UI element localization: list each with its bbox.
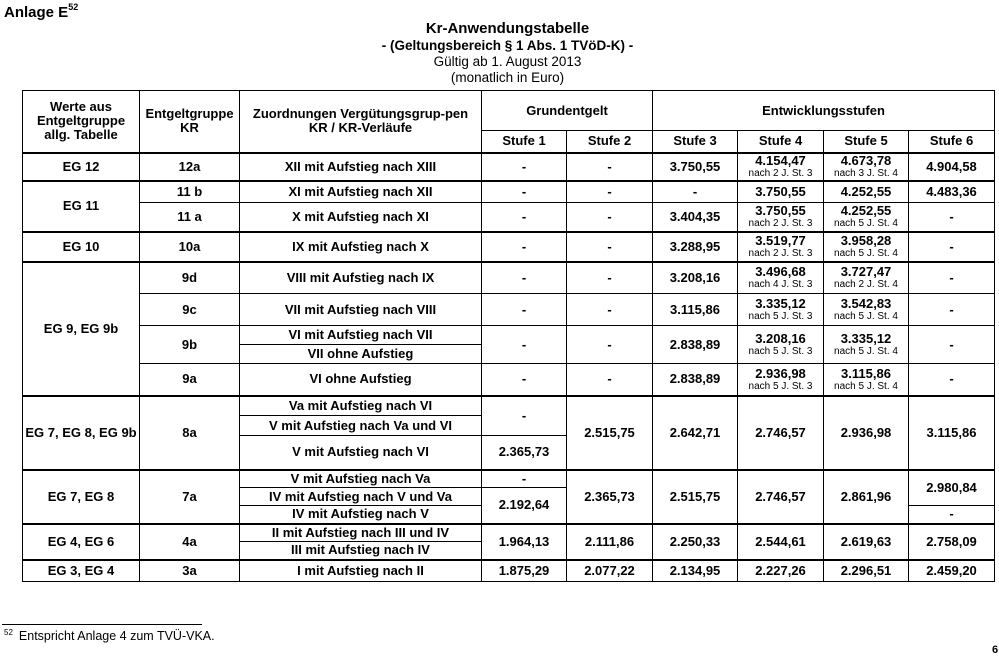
- kr-cell: 3a: [140, 560, 240, 582]
- header-eg-kr: Entgeltgruppe KR: [140, 91, 240, 153]
- zuordnung-cell: II mit Aufstieg nach III und IV: [240, 524, 482, 542]
- stufe1-cell: -: [482, 153, 567, 181]
- stufe2-cell: -: [567, 294, 653, 326]
- table-row: [23, 560, 995, 582]
- table-title: Kr-Anwendungstabelle: [425, 20, 590, 37]
- stufe6-cell: -: [909, 232, 995, 262]
- stufe5-cell: 3.115,86 nach 5 J. St. 4: [824, 364, 909, 396]
- eg-cell: EG 7, EG 8: [23, 470, 140, 524]
- zuordnung-cell: IV mit Aufstieg nach V und Va: [240, 488, 482, 506]
- stufe2-cell: 2.077,22: [567, 560, 653, 582]
- stufe5-cell: 4.252,55 nach 5 J. St. 4: [824, 203, 909, 232]
- table-row: [23, 294, 995, 326]
- zuordnung-cell: V mit Aufstieg nach Va und VI: [240, 416, 482, 436]
- stufe4-cell: 2.544,61: [738, 524, 824, 560]
- zuordnung-cell: VII mit Aufstieg nach VIII: [240, 294, 482, 326]
- table-row: [23, 524, 995, 542]
- stufe1-cell: -: [482, 396, 567, 436]
- zuordnung-cell: XII mit Aufstieg nach XIII: [240, 153, 482, 181]
- eg-cell: EG 4, EG 6: [23, 524, 140, 560]
- stufe2-cell: -: [567, 262, 653, 294]
- stufe3-cell: 2.642,71: [653, 396, 738, 470]
- stufe6-cell: 2.758,09: [909, 524, 995, 560]
- stufe2-cell: 2.365,73: [567, 470, 653, 524]
- kr-cell: 9d: [140, 262, 240, 294]
- stufe3-cell: 2.838,89: [653, 364, 738, 396]
- unit-note: (monatlich in Euro): [450, 70, 565, 85]
- zuordnung-cell: XI mit Aufstieg nach XII: [240, 181, 482, 203]
- footnote-divider: [2, 624, 202, 625]
- table-row: [23, 153, 995, 181]
- stufe2-cell: -: [567, 232, 653, 262]
- footnote: $^{52}$ Entspricht Anlage 4 zum TVÜ-VKA.: [4, 628, 215, 643]
- table-row: [23, 203, 995, 232]
- stufe3-cell: 2.134,95: [653, 560, 738, 582]
- stufe6-cell: 2.459,20: [909, 560, 995, 582]
- kr-cell: 11 b: [140, 181, 240, 203]
- header-stufe-1: Stufe 1: [482, 131, 567, 153]
- stufe6-cell: 4.904,58: [909, 153, 995, 181]
- zuordnung-cell: VI mit Aufstieg nach VII: [240, 326, 482, 345]
- header-stufe-5: Stufe 5: [824, 131, 909, 153]
- eg-cell: EG 7, EG 8, EG 9b: [23, 396, 140, 470]
- eg-cell: EG 9, EG 9b: [23, 262, 140, 396]
- zuordnung-cell: Va mit Aufstieg nach VI: [240, 396, 482, 416]
- header-zuordnungen: Zuordnungen Vergütungsgrup-pen KR / KR-Verläufe: [240, 91, 482, 153]
- table-row: [23, 232, 995, 262]
- stufe6-cell: -: [909, 262, 995, 294]
- stufe1-cell: 2.192,64: [482, 488, 567, 524]
- stufe6-cell: -: [909, 294, 995, 326]
- stufe1-cell: -: [482, 364, 567, 396]
- kr-cell: 11 a: [140, 203, 240, 232]
- stufe4-cell: 2.936,98 nach 5 J. St. 3: [738, 364, 824, 396]
- stufe4-cell: 3.519,77 nach 2 J. St. 3: [738, 232, 824, 262]
- zuordnung-cell: III mit Aufstieg nach IV: [240, 542, 482, 560]
- table-row: [23, 364, 995, 396]
- zuordnung-cell: V mit Aufstieg nach VI: [240, 436, 482, 470]
- stufe3-cell: 3.208,16: [653, 262, 738, 294]
- kr-cell: 7a: [140, 470, 240, 524]
- stufe6-cell: -: [909, 203, 995, 232]
- stufe4-cell: 3.335,12 nach 5 J. St. 3: [738, 294, 824, 326]
- stufe5-cell: 2.296,51: [824, 560, 909, 582]
- header-stufe-4: Stufe 4: [738, 131, 824, 153]
- stufe5-cell: 2.936,98: [824, 396, 909, 470]
- zuordnung-cell: IV mit Aufstieg nach V: [240, 506, 482, 524]
- kr-cell: 12a: [140, 153, 240, 181]
- stufe3-cell: 2.250,33: [653, 524, 738, 560]
- stufe5-cell: 3.542,83 nach 5 J. St. 4: [824, 294, 909, 326]
- eg-cell: EG 10: [23, 232, 140, 262]
- stufe1-cell: 1.875,29: [482, 560, 567, 582]
- stufe5-cell: 3.727,47 nach 2 J. St. 4: [824, 262, 909, 294]
- stufe2-cell: -: [567, 153, 653, 181]
- stufe3-cell: 3.115,86: [653, 294, 738, 326]
- header-stufe-2: Stufe 2: [567, 131, 653, 153]
- kr-cell: 10a: [140, 232, 240, 262]
- stufe4-cell: 4.154,47 nach 2 J. St. 3: [738, 153, 824, 181]
- zuordnung-cell: VIII mit Aufstieg nach IX: [240, 262, 482, 294]
- stufe3-cell: 2.515,75: [653, 470, 738, 524]
- stufe1-cell: -: [482, 232, 567, 262]
- table-row: [23, 326, 995, 345]
- stufe1-cell: -: [482, 326, 567, 364]
- stufe6-cell: -: [909, 364, 995, 396]
- annex-label: Anlage $E^{52}$: [4, 2, 79, 21]
- header-stufe-6: Stufe 6: [909, 131, 995, 153]
- eg-cell: EG 3, EG 4: [23, 560, 140, 582]
- stufe5-cell: 3.335,12 nach 5 J. St. 4: [824, 326, 909, 364]
- stufe5-cell: 4.252,55: [824, 181, 909, 203]
- zuordnung-cell: I mit Aufstieg nach II: [240, 560, 482, 582]
- page-mark: 6: [992, 644, 999, 656]
- header-grundentgelt: Grundentgelt: [482, 91, 653, 131]
- table-row: [23, 262, 995, 294]
- stufe1-cell: -: [482, 262, 567, 294]
- stufe5-cell: 2.619,63: [824, 524, 909, 560]
- header-entwicklungsstufen: Entwicklungsstufen: [653, 91, 995, 131]
- header-eg-allg: Werte aus Entgeltgruppe allg. Tabelle: [23, 91, 140, 153]
- stufe3-cell: 2.838,89: [653, 326, 738, 364]
- stufe5-cell: 3.958,28 nach 5 J. St. 4: [824, 232, 909, 262]
- zuordnung-cell: V mit Aufstieg nach Va: [240, 470, 482, 488]
- stufe5-cell: 4.673,78 nach 3 J. St. 4: [824, 153, 909, 181]
- zuordnung-cell: VI ohne Aufstieg: [240, 364, 482, 396]
- stufe6-cell: -: [909, 506, 995, 524]
- valid-date: Gültig ab 1. August 2013: [433, 54, 582, 69]
- eg-cell: EG 12: [23, 153, 140, 181]
- stufe6-cell: 4.483,36: [909, 181, 995, 203]
- kr-cell: 9b: [140, 326, 240, 364]
- stufe1-cell: -: [482, 181, 567, 203]
- header-stufe-3: Stufe 3: [653, 131, 738, 153]
- stufe2-cell: -: [567, 203, 653, 232]
- kr-cell: 9c: [140, 294, 240, 326]
- kr-cell: 9a: [140, 364, 240, 396]
- stufe1-cell: -: [482, 470, 567, 488]
- zuordnung-cell: IX mit Aufstieg nach X: [240, 232, 482, 262]
- stufe2-cell: 2.111,86: [567, 524, 653, 560]
- stufe4-cell: 2.227,26: [738, 560, 824, 582]
- zuordnung-cell: X mit Aufstieg nach XI: [240, 203, 482, 232]
- kr-table: [22, 90, 995, 582]
- stufe3-cell: 3.404,35: [653, 203, 738, 232]
- stufe1-cell: -: [482, 203, 567, 232]
- stufe1-cell: -: [482, 294, 567, 326]
- zuordnung-cell: VII ohne Aufstieg: [240, 345, 482, 364]
- table-row: [23, 396, 995, 416]
- stufe1-cell: 1.964,13: [482, 524, 567, 560]
- stufe4-cell: 3.208,16 nach 5 J. St. 3: [738, 326, 824, 364]
- stufe3-cell: 3.288,95: [653, 232, 738, 262]
- stufe6-cell: -: [909, 326, 995, 364]
- stufe2-cell: -: [567, 326, 653, 364]
- stufe2-cell: -: [567, 181, 653, 203]
- title-block: [0, 20, 999, 86]
- stufe2-cell: -: [567, 364, 653, 396]
- stufe5-cell: 2.861,96: [824, 470, 909, 524]
- eg-cell: EG 11: [23, 181, 140, 232]
- stufe4-cell: 3.496,68 nach 4 J. St. 3: [738, 262, 824, 294]
- stufe4-cell: 2.746,57: [738, 470, 824, 524]
- kr-cell: 4a: [140, 524, 240, 560]
- stufe3-cell: -: [653, 181, 738, 203]
- stufe6-cell: 2.980,84: [909, 470, 995, 506]
- stufe1-cell: 2.365,73: [482, 436, 567, 470]
- stufe4-cell: 3.750,55 nach 2 J. St. 3: [738, 203, 824, 232]
- kr-cell: 8a: [140, 396, 240, 470]
- stufe4-cell: 3.750,55: [738, 181, 824, 203]
- table-row: [23, 470, 995, 488]
- table-row: [23, 181, 995, 203]
- table-subtitle: - (Geltungsbereich § 1 Abs. 1 TVöD-K) -: [381, 38, 634, 53]
- stufe2-cell: 2.515,75: [567, 396, 653, 470]
- stufe6-cell: 3.115,86: [909, 396, 995, 470]
- stufe3-cell: 3.750,55: [653, 153, 738, 181]
- stufe4-cell: 2.746,57: [738, 396, 824, 470]
